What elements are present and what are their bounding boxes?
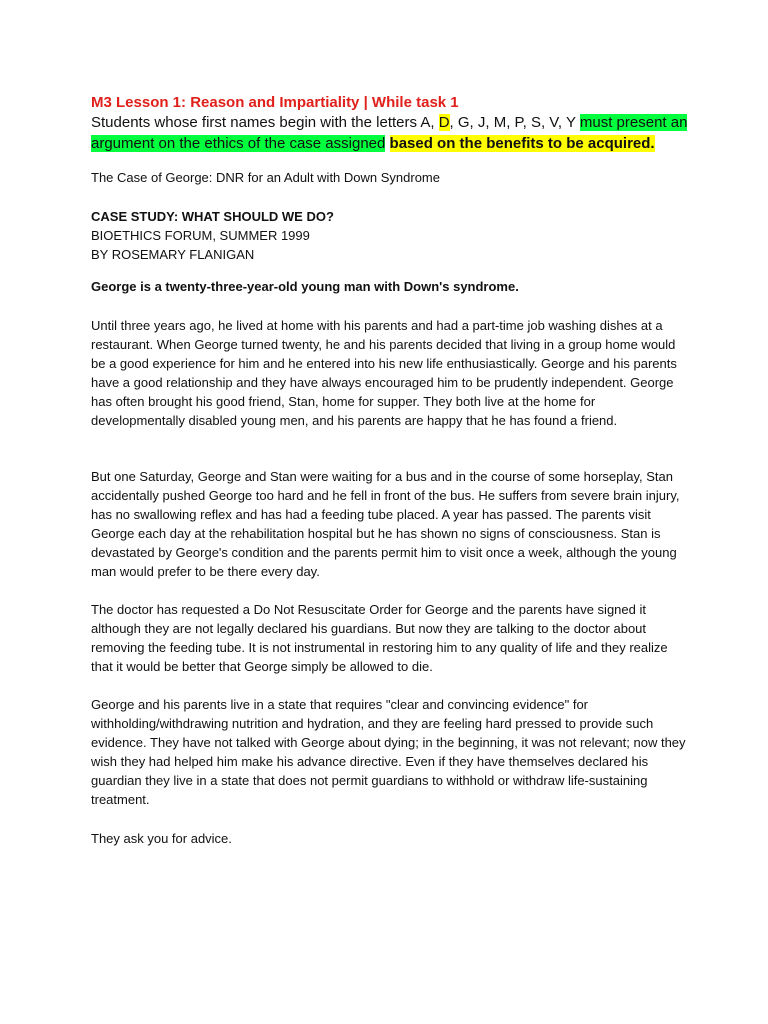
case-paragraph: The doctor has requested a Do Not Resuscitate Order for George and the parents have signed it although they are not legally declared his guardians. But now they are talking to the doctor about removing the feeding tube. It is not instrumental in restoring him to any quality of life and they realize that it would be better that George simply be allowed to die. xyxy=(91,602,668,674)
instructions-text-1: Students whose first names begin with the letters A, xyxy=(91,114,439,131)
case-title: The Case of George: DNR for an Adult with Down Syndrome xyxy=(91,170,440,185)
case-paragraph: George and his parents live in a state that requires "clear and convincing evidence" for withholding/withdrawing nutrition and hydration, and they are feeling hard pressed to provide such evidence. They have not talked with George about dying; in the beginning, it was not relevant; now they wish they had helped him make his advance directive. Even if they have themselves declared his guardian they live in a state that does not permit guardians to withhold or withdraw life-sustaining treatment. xyxy=(91,697,686,807)
case-closing: They ask you for advice. xyxy=(91,831,232,846)
green-highlight-text: must present an argument on the ethics of the case assigned xyxy=(91,114,688,152)
case-lead: George is a twenty-three-year-old young man with Down's syndrome. xyxy=(91,279,519,294)
lesson-heading: M3 Lesson 1: Reason and Impartiality | While task 1 xyxy=(91,94,459,111)
instructions-space xyxy=(385,135,389,152)
instructions-text-2: , G, J, M, P, S, V, Y xyxy=(449,114,580,131)
case-metadata xyxy=(91,207,691,264)
yellow-highlight-text: based on the benefits to be acquired. xyxy=(389,135,655,152)
assignment-instructions xyxy=(91,112,691,154)
case-source: BIOETHICS FORUM, SUMMER 1999 xyxy=(91,228,310,243)
case-paragraph: Until three years ago, he lived at home with his parents and had a part-time job washing dishes at a restaurant. When George turned twenty, he and his parents decided that living in a group home would be a good experience for him and he entered into his new life enthusiastically. George and his parents have a good relationship and they have always encouraged him to be prudently independent. George has often brought his good friend, Stan, home for supper. They both live at the home for developmentally disabled young men, and his parents are happy that he has found a friend. xyxy=(91,318,677,428)
case-paragraph: But one Saturday, George and Stan were waiting for a bus and in the course of some horseplay, Stan accidentally pushed George too hard and he fell in front of the bus. He suffers from severe brain injury, has no swallowing reflex and has had a feeding tube placed. A year has passed. The parents visit George each day at the rehabilitation hospital but he has shown no signs of consciousness. Stan is devastated by George's condition and the parents permit him to visit once a week, although the young man would prefer to be there every day. xyxy=(91,469,680,579)
case-author: BY ROSEMARY FLANIGAN xyxy=(91,247,255,262)
case-study-label: CASE STUDY: WHAT SHOULD WE DO? xyxy=(91,209,334,224)
highlighted-letter-d: D xyxy=(438,114,450,131)
